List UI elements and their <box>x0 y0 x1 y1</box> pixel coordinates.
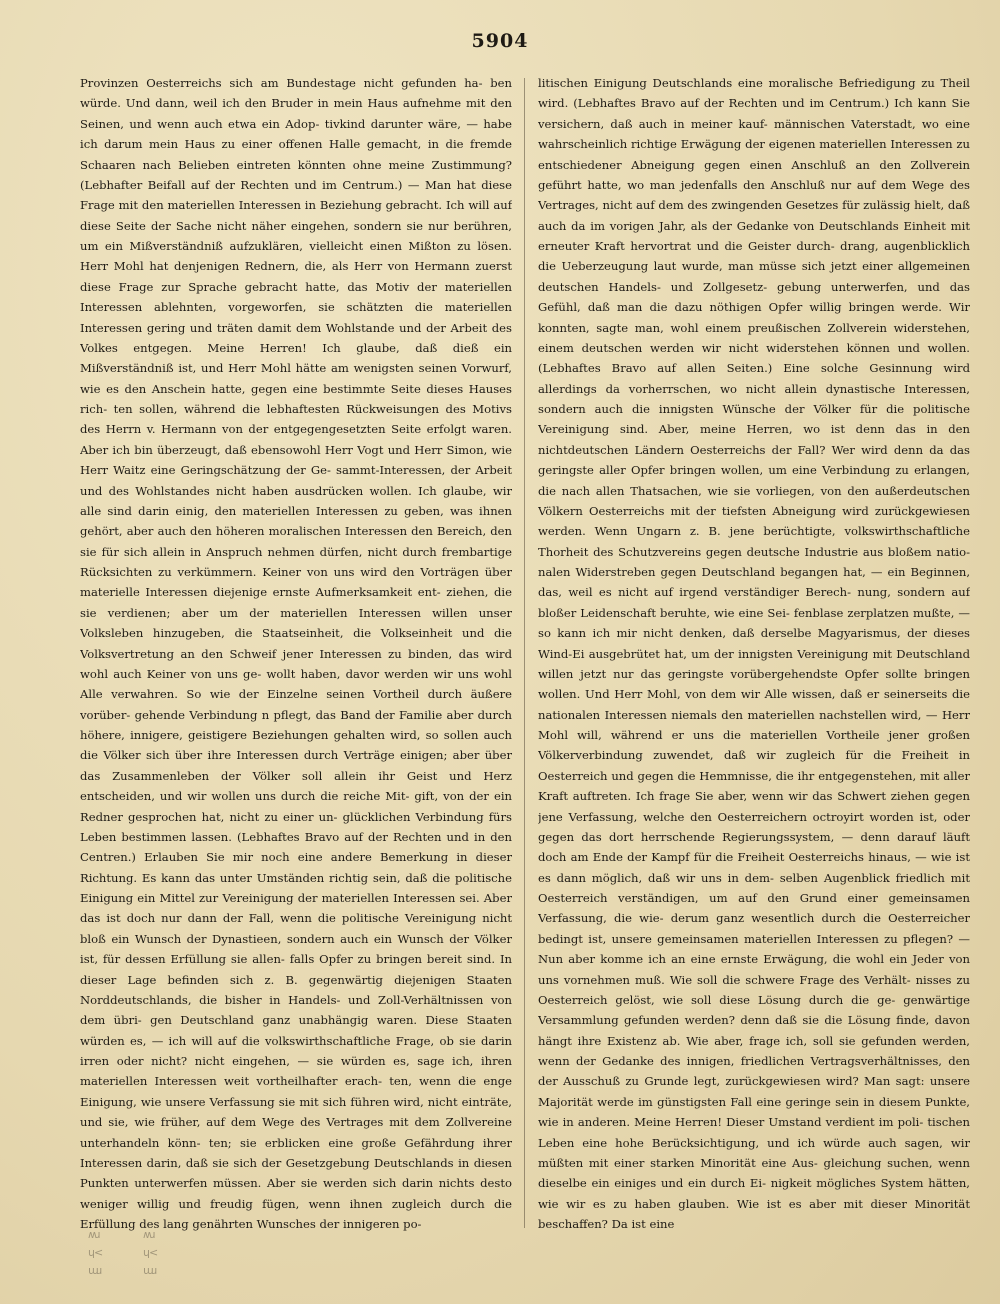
print-mark: ɯɹ <box>143 1264 157 1277</box>
text-column-right <box>538 73 970 1233</box>
column-divider <box>524 78 525 1228</box>
bleed-through-marks <box>88 1228 208 1298</box>
print-mark: ʍɹ <box>88 1228 100 1241</box>
column-text: litischen Einigung Deutschlands eine moralische Befriedigung zu Theil wird. (Lebhaftes Bravo auf der Rechten und im Centrum.) Ich kann Sie versichern, daß auch in meiner kauf- männischen Vaterstadt, wo eine wahrscheinlich richtige Erwägung der eigenen materiellen Interessen zu entschiedener Abneigung gegen einen Anschluß an den Zollverein geführt hatte, wo man jedenfalls den Anschluß nur auf dem Wege des Vertrages, nicht auf dem des zwingenden Gesetzes für zulässig hielt, daß auch da im vorigen Jahr, als der Gedanke von Deutschlands Einheit mit erneuter Kraft hervortrat und die Geister durch- drang, augenblicklich die Ueberzeugung laut wurde, man müsse sich jetzt einer allgemeinen deutschen Handels- und Zollgesetz- gebung unterwerfen, und das Gefühl, daß man die dazu nöthigen Opfer willig bringen werde. Wir konnten, sagte man, wohl einem preußischen Zollverein widerstehen, einem deutschen werden wir nicht widerstehen können und wollen. (Lebhaftes Bravo auf allen Seiten.) Eine solche Gesinnung wird allerdings da vorherrschen, wo nicht allein dynastische Interessen, sondern auch die innigsten Wünsche der Völker für die politische Vereinigung sind. Aber, meine Herren, wo ist denn das in den nichtdeutschen Ländern Oesterreichs der Fall? Wer wird denn da das geringste aller Opfer bringen wollen, um eine Verbindung zu erlangen, die nach allen Thatsachen, wie sie vorliegen, von den außerdeutschen Völkern Oesterreichs mit der tiefsten Abneigung wird zurückgewiesen werden. Wenn Ungarn z. B. jene berüchtigte, volkswirthschaftliche Thorheit des Schutzvereins gegen deutsche Industrie aus bloßem natio- nalen Widerstreben gegen Deutschland begangen hat, — ein Beginnen, das, weil es nicht auf irgend verständiger Berech- nung, sondern auf bloßer Leidenschaft beruhte, wie eine Sei- fenblase zerplatzen mußte, — so kann ich mir nicht denken, daß derselbe Magyarismus, der dieses Wind-Ei ausgebrütet hat, um der innigsten Vereinigung mit Deutschland willen jetzt nur das geringste vorübergehendste Opfer sollte bringen wollen. Und Herr Mohl, von dem wir Alle wissen, daß er seinerseits die nationalen Interessen niemals den materiellen nachstellen wird, — Herr Mohl will, während er uns die materiellen Vortheile jener großen Völkerverbindung zuwendet, daß wir zugleich für die Freiheit in Oesterreich und gegen die Hemmnisse, die ihr entgegenstehen, mit aller Kraft auftreten. Ich frage Sie aber, wenn wir das Schwert ziehen gegen jene Verfassung, welche den Oesterreichern octroyirt worden ist, oder gegen das dort herrschende Regierungssystem, — denn darauf läuft doch am Ende der Kampf für die Freiheit Oesterreichs hinaus, — wie ist es dann möglich, daß wir uns in dem- selben Augenblick friedlich mit Oesterreich verständigen, um auf den Grund einer gemeinsamen Verfassung, die wie- derum ganz wesentlich durch die Oesterreicher bedingt ist, unsere gemeinsamen materiellen Interessen zu pflegen? — Nun aber komme ich an eine ernste Erwägung, die wohl ein Jeder von uns vornehmen muß. Wie soll die schwere Frage des Verhält- nisses zu Oesterreich gelöst, wie soll diese Lösung durch die ge- genwärtige Versammlung gefunden werden? denn daß sie die Lösung finde, davon hängt ihre Existenz ab. Wie aber, frage ich, soll sie gefunden werden, wenn der Gedanke des innigen, friedlichen Vertragsverhältnisses, den der Ausschuß zu Grunde legt, zurückgewiesen wird? Man sagt: unsere Majorität werde im günstigsten Fall eine geringe sein in diesem Punkte, wie in anderen. Meine Herren! Dieser Umstand verdient im poli- tischen Leben eine hohe Berücksichtigung, und ich würde auch sagen, wir müßten mit einer starken Minorität eine Aus- gleichung suchen, wenn dieselbe ein einiges und ein durch Ei- nigkeit mögliches System hätten, wie wir es zu haben glauben. Wie ist es aber mit dieser Minorität beschaffen? Da ist eine <box>538 76 970 1231</box>
column-text: Provinzen Oesterreichs sich am Bundestage nicht gefunden ha- ben würde. Und dann, weil ich den Bruder in mein Haus aufnehme mit den Seinen, und wenn auch etwa ein Adop- tivkind darunter wäre, — habe ich darum mein Haus zu einer offenen Halle gemacht, in die fremde Schaaren nach Belieben eintreten könnten ohne meine Zustimmung? (Lebhafter Beifall auf der Rechten und im Centrum.) — Man hat diese Frage mit den materiellen Interessen in Beziehung gebracht. Ich will auf diese Seite der Sache nicht näher eingehen, sondern sie nur berühren, um ein Mißverständniß aufzuklären, vielleicht einen Mißton zu lösen. Herr Mohl hat denjenigen Rednern, die, als Herr von Hermann zuerst diese Frage zur Sprache gebracht hatte, das Motiv der materiellen Interessen ablehnten, vorgeworfen, sie schätzten die materiellen Interessen gering und träten damit dem Wohlstande und der Arbeit des Volkes entgegen. Meine Herren! Ich glaube, daß dieß ein Mißverständniß ist, und Herr Mohl hätte am wenigsten seinen Vorwurf, wie es den Anschein hatte, gegen eine bestimmte Seite dieses Hauses rich- ten sollen, während die lebhaftesten Rückweisungen des Motivs des Herrn v. Hermann von der entgegengesetzten Seite erfolgt waren. Aber ich bin überzeugt, daß ebensowohl Herr Vogt und Herr Simon, wie Herr Waitz eine Geringschätzung der Ge- sammt-Interessen, der Arbeit und des Wohlstandes nicht haben ausdrücken wollen. Ich glaube, wir alle sind darin einig, den materiellen Interessen zu geben, was ihnen gehört, aber auch den höheren moralischen Interessen den Bereich, den sie für sich allein in Anspruch nehmen dürfen, nicht durch frembartige Rücksichten zu verkümmern. Keiner von uns wird den Vorträgen über materielle Interessen diejenige ernste Aufmerksamkeit ent- ziehen, die sie verdienen; aber um der materiellen Interessen willen unser Volksleben hinzugeben, die Staatseinheit, die Volkseinheit und die Volksvertretung an den Schweif jener Interessen zu binden, das wird wohl auch Keiner von uns ge- wollt haben, davor werden wir uns wohl Alle verwahren. So wie der Einzelne seinen Vortheil durch äußere vorüber- gehende Verbindung n pflegt, das Band der Familie aber durch höhere, innigere, geistigere Beziehungen gehalten wird, so sollen auch die Völker sich über ihre Interessen durch Verträge einigen; aber über das Zusammenleben der Völker soll allein ihr Geist und Herz entscheiden, und wir wollen uns durch die reiche Mit- gift, von der ein Redner gesprochen hat, nicht zu einer un- glücklichen Verbindung fürs Leben bestimmen lassen. (Lebhaftes Bravo auf der Rechten und in den Centren.) Erlauben Sie mir noch eine andere Bemerkung in dieser Richtung. Es kann das unter Umständen richtig sein, daß die politische Einigung ein Mittel zur Vereinigung der materiellen Interessen sei. Aber das ist doch nur dann der Fall, wenn die politische Vereinigung nicht bloß ein Wunsch der Dynastieen, sondern auch ein Wunsch der Völker ist, für dessen Erfüllung sie allen- falls Opfer zu bringen bereit sind. In dieser Lage befinden sich z. B. gegenwärtig diejenigen Staaten Norddeutschlands, die bisher in Handels- und Zoll-Verhältnissen von dem übri- gen Deutschland ganz unabhängig waren. Diese Staaten würden es, — ich will auf die volkswirthschaftliche Frage, ob sie darin irren oder nicht? nicht eingehen, — sie würden es, sage ich, ihren materiellen Interessen weit vortheilhafter erach- ten, wenn die enge Einigung, wie unsere Verfassung sie mit sich führen wird, nicht einträte, und sie, wie früher, auf dem Wege des Vertrages mit dem Zollvereine unterhandeln könn- ten; sie erblicken eine große Gefährdung ihrer Interessen darin, daß sie sich der Gesetzgebung Deutschlands in diesen Punkten unterwerfen müssen. Aber sie werden sich darin nichts desto weniger willig und freudig fügen, wenn ihnen zugleich durch die Erfüllung des lang genährten Wunsches der innigeren po- <box>80 76 512 1231</box>
page-number: 5904 <box>471 30 529 52</box>
text-column-left <box>80 73 512 1233</box>
print-mark: ɥ< <box>143 1246 158 1259</box>
print-mark: ʍɹ <box>143 1228 155 1241</box>
print-mark: ɯɹ <box>88 1264 102 1277</box>
print-mark: ɥ< <box>88 1246 103 1259</box>
